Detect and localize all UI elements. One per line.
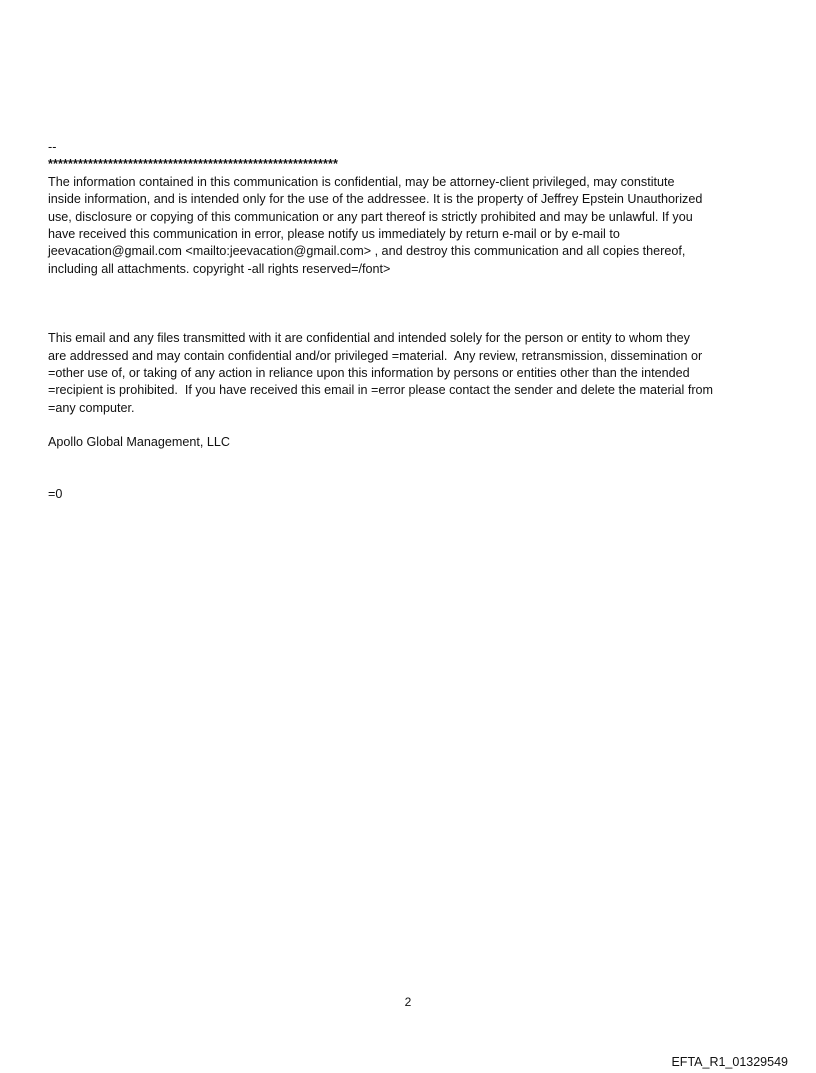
email-body bbox=[48, 139, 770, 503]
document-id: EFTA_R1_01329549 bbox=[671, 1055, 788, 1069]
notice-line: The information contained in this communication is confidential, may be attorney-client privileged, may constitute bbox=[48, 174, 675, 189]
email-disclaimer bbox=[48, 330, 770, 417]
spacer bbox=[48, 417, 770, 434]
notice-line: jeevacation@gmail.com <mailto:jeevacation@gmail.com> , and destroy this communication and all copies thereof, bbox=[48, 244, 686, 259]
disclaimer-line: =recipient is prohibited. If you have received this email in =error please contact the sender and delete the material from bbox=[48, 383, 714, 398]
disclaimer-line: are addressed and may contain confidential and/or privileged =material. Any review, retransmission, dissemination or bbox=[48, 348, 703, 363]
spacer bbox=[48, 278, 770, 330]
trailer-text: =0 bbox=[48, 486, 63, 501]
notice-line: use, disclosure or copying of this communication or any part thereof is strictly prohibited and may be unlawful. If you bbox=[48, 209, 693, 224]
disclaimer-line: This email and any files transmitted with it are confidential and intended solely for the person or entity to whom they bbox=[48, 331, 690, 346]
notice-line: inside information, and is intended only for the use of the addressee. It is the property of Jeffrey Epstein Unauthorized bbox=[48, 192, 703, 207]
confidentiality-notice bbox=[48, 174, 770, 278]
notice-line: have received this communication in error, please notify us immediately by return e-mail or by e-mail to bbox=[48, 227, 620, 242]
notice-line: including all attachments. copyright -all rights reserved=/font> bbox=[48, 261, 391, 276]
disclaimer-line: =other use of, or taking of any action in reliance upon this information by persons or entities other than the intended bbox=[48, 366, 690, 381]
page-number: 2 bbox=[404, 995, 412, 1009]
spacer bbox=[48, 452, 770, 486]
signature-separator: -- bbox=[48, 140, 57, 154]
disclaimer-line: =any computer. bbox=[48, 400, 135, 415]
company-name: Apollo Global Management, LLC bbox=[48, 435, 231, 450]
asterisk-divider: ********************************************************** bbox=[48, 157, 339, 172]
